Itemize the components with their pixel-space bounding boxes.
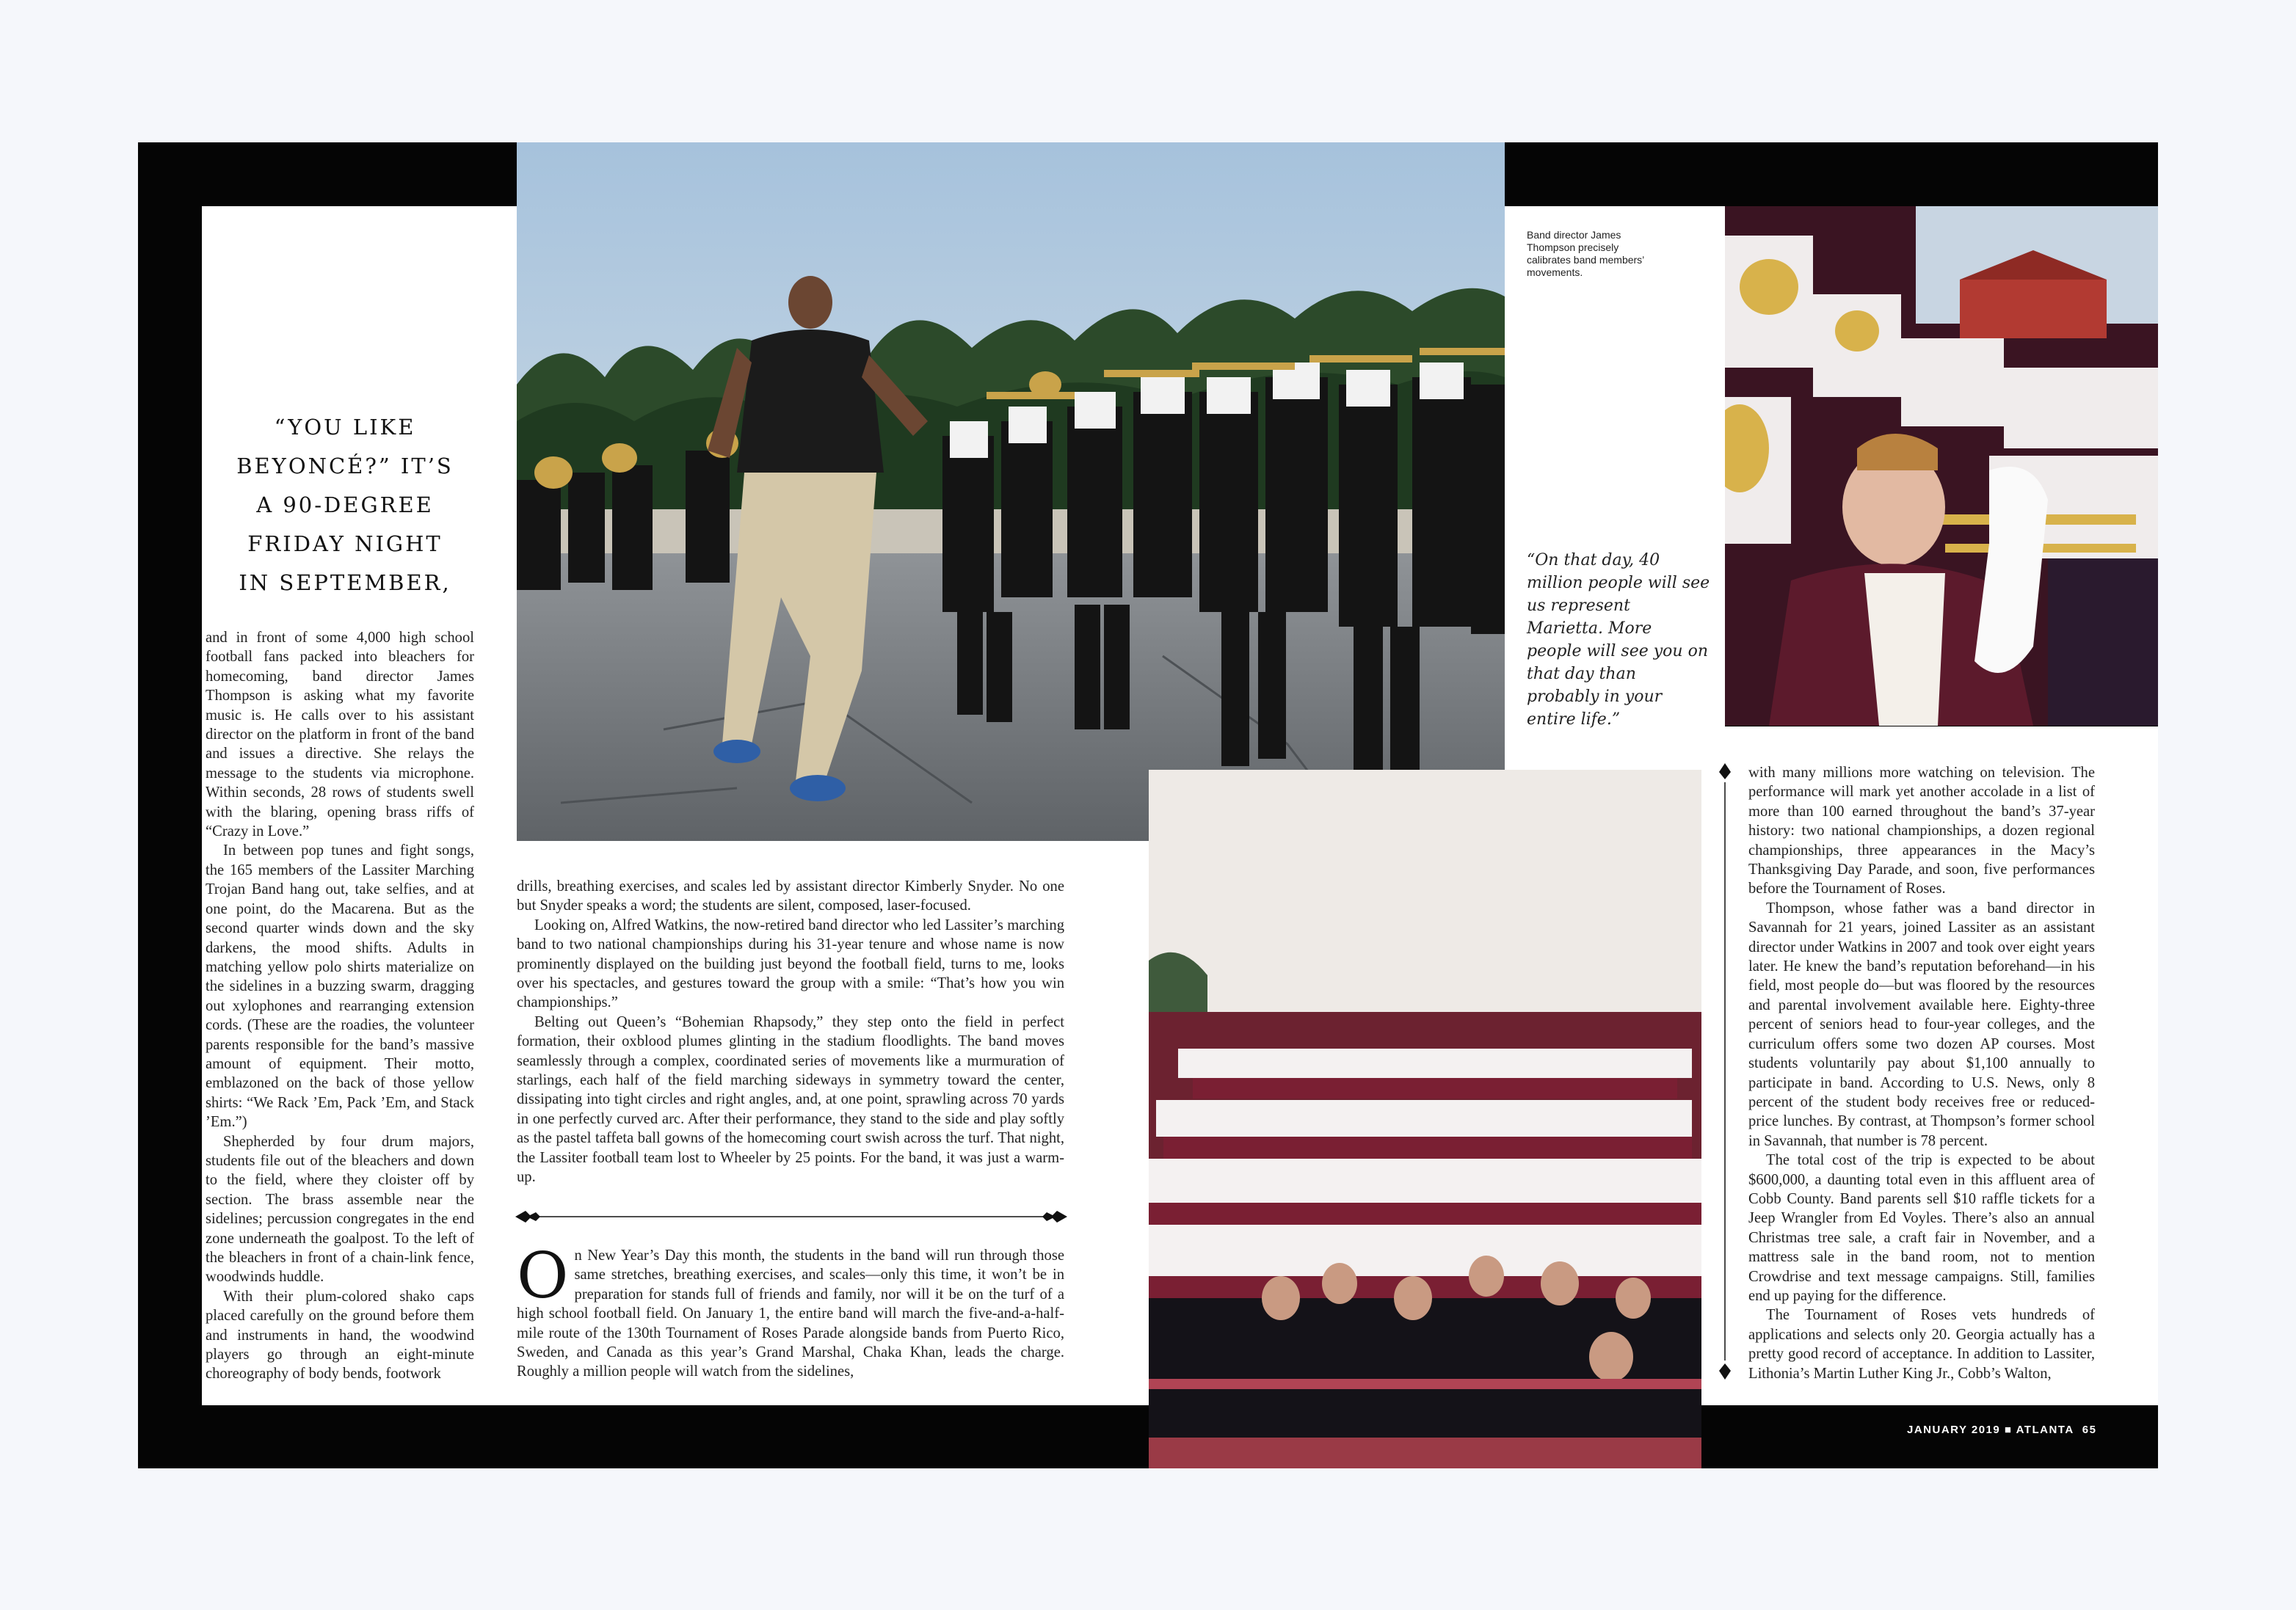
paragraph: and in front of some 4,000 high school football fans packed into bleachers for homecoming, band director James Thompson is asking what my favorite music is. He calls over to his assistant director on the platform in front of the band and issues a directive. She relays the message to the students via microphone. Within seconds, 28 rows of students swell with the blaring, opening brass riffs of “Crazy in Love.”: [206, 630, 474, 840]
folio-page-number: 65: [2082, 1424, 2097, 1436]
paragraph: The Tournament of Roses vets hundreds of applications and selects only 20. Georgia actually has a pretty good record of acceptance. In addition to Lassiter, Lithonia’s Martin Luther King Jr., Cobb’s Walton,: [1748, 1307, 2095, 1382]
drop-cap: O: [517, 1239, 569, 1313]
paragraph: In between pop tunes and fight songs, the 165 members of the Lassiter Marching Trojan Band hang out, take selfies, and at one point, do the Macarena. But as the second quarter winds down and the sky darkens, the mood shifts. Adults in matching yellow polo shirts materialize on the sidelines in a buzzing swarm, dragging out xylophones and rearranging extension cords. (These are the roadies, the volunteer parents responsible for the band’s massive amount of equipment. Their motto, emblazoned on the back of those yellow shirts: “We Rack ’Em, Pack ’Em, and Stack ’Em.”): [206, 842, 474, 1131]
headline-line: BEYONCÉ?” IT’S: [236, 454, 454, 478]
body-column-1: [206, 628, 474, 1384]
section-divider-ornament: [515, 1208, 1067, 1225]
photo-band-in-bleachers: [1149, 770, 1701, 1468]
paragraph: Shepherded by four drum majors, students file out of the bleachers and down to the field, where they cloister off by section. The brass assemble near the sidelines; percussion congregates in the end zone underneath the goalpost. To the left of the bleachers in front of a chain-link fence, woodwinds huddle.: [206, 1133, 474, 1286]
headline-line: A 90-DEGREE: [256, 492, 434, 517]
folio-magazine: ATLANTA: [2016, 1424, 2074, 1436]
vertical-divider-ornament: [1716, 763, 1734, 1380]
paragraph: With their plum-colored shako caps placed carefully on the ground before them and instruments in hand, the woodwind players go through an eight-minute choreography of body bends, footwork: [206, 1288, 474, 1383]
photo-caption: Band director James Thompson precisely calibrates band members’ movements.: [1527, 229, 1644, 278]
headline-line: IN SEPTEMBER,: [239, 570, 451, 595]
paragraph: with many millions more watching on television. The performance will mark yet another accolade in a list of more than 100 earned throughout the band’s 37-year history: two national championships, a dozen regional championships, three appearances in the Macy’s Thanksgiving Day Parade, and soon, five performances before the Tournament of Roses.: [1748, 765, 2095, 897]
pull-quote: “On that day, 40 million people will see us represent Marietta. More people will see you on that day than probably in your entire life.”: [1527, 551, 1710, 729]
folio-separator: ■: [2004, 1424, 2013, 1436]
paragraph: The total cost of the trip is expected to be about $600,000, a daunting total even in this affluent area of Cobb County. Band parents sell $10 raffle tickets for a Jeep Wrangler from Ed Voyles. There’s also an annual Christmas tree sale, a craft fair in November, and a mattress sale in the band room, not to mention Crowdrise and text message campaigns. Still, families end up paying for the difference.: [1748, 1152, 2095, 1304]
headline-line: FRIDAY NIGHT: [247, 531, 443, 556]
paragraph: Belting out Queen’s “Bohemian Rhapsody,” they step onto the field in perfect formation, their oxblood plumes glinting in the stadium floodlights. The band moves seamlessly through a complex, coordinated series of movements like a murmuration of starlings, each half of the field marching sideways in symmetry toward the center, dissipating into tight circles and right angles, and, at one point, sprawling across 70 yards in one perfectly curved arc. After their performance, they stand to the side and play softly as the pastel taffeta ball gowns of the homecoming court swish across the turf. That night, the Lassiter football team lost to Wheeler by 25 points. For the band, it was just a warm-up.: [517, 1013, 1064, 1186]
photo-band-director-marching: [517, 142, 1505, 841]
folio-month: JANUARY 2019: [1907, 1424, 2001, 1436]
photo-brass-players-stands: [1725, 206, 2158, 726]
headline-line: “YOU LIKE: [274, 415, 416, 440]
headline: [202, 408, 488, 602]
paragraph-text: n New Year’s Day this month, the students in the band will run through those same stretches, breathing exercises, and scales—only this time, it won’t be in preparation for stands full of friends and family, nor will it be on the turf of a high school football field. On January 1, the entire band will march the five-and-a-half-mile route of the 130th Tournament of Roses Parade alongside bands from Puerto Rico, Sweden, and Canada as this year’s Grand Marshal, Chaka Khan, leads the charge. Roughly a million people will watch from the sidelines,: [517, 1247, 1064, 1380]
paragraph: [517, 1239, 1064, 1382]
page-folio: [1907, 1424, 2096, 1436]
body-column-2-lower: [517, 1239, 1064, 1382]
paragraph: drills, breathing exercises, and scales led by assistant director Kimberly Snyder. No one but Snyder speaks a word; the students are silent, composed, laser-focused.: [517, 878, 1064, 914]
body-column-2: [517, 877, 1064, 1187]
paragraph: Looking on, Alfred Watkins, the now-retired band director who led Lassiter’s marching band to two national championships during his 31-year tenure and whose name is now prominently displayed on the building just beyond the football field, turns to me, looks over his spectacles, and gestures toward the group with a smile: “That’s how you win championships.”: [517, 917, 1064, 1011]
body-column-3: [1748, 763, 2095, 1383]
paragraph: Thompson, whose father was a band director in Savannah for 21 years, joined Lassiter as an assistant director under Watkins in 2007 and took over eight years later. He knew the band’s reputation beforehand—in his field, most people do—but was floored by the resources and parental involvement available here. Eighty-three percent of seniors head to four-year colleges, and the curriculum offers some two dozen AP courses. Most students voluntarily pay about $1,100 annually to participate in band. According to U.S. News, only 8 percent of the student body receives free or reduced-price lunches. By contrast, at Thompson’s former school in Savannah, that number is 78 percent.: [1748, 900, 2095, 1149]
